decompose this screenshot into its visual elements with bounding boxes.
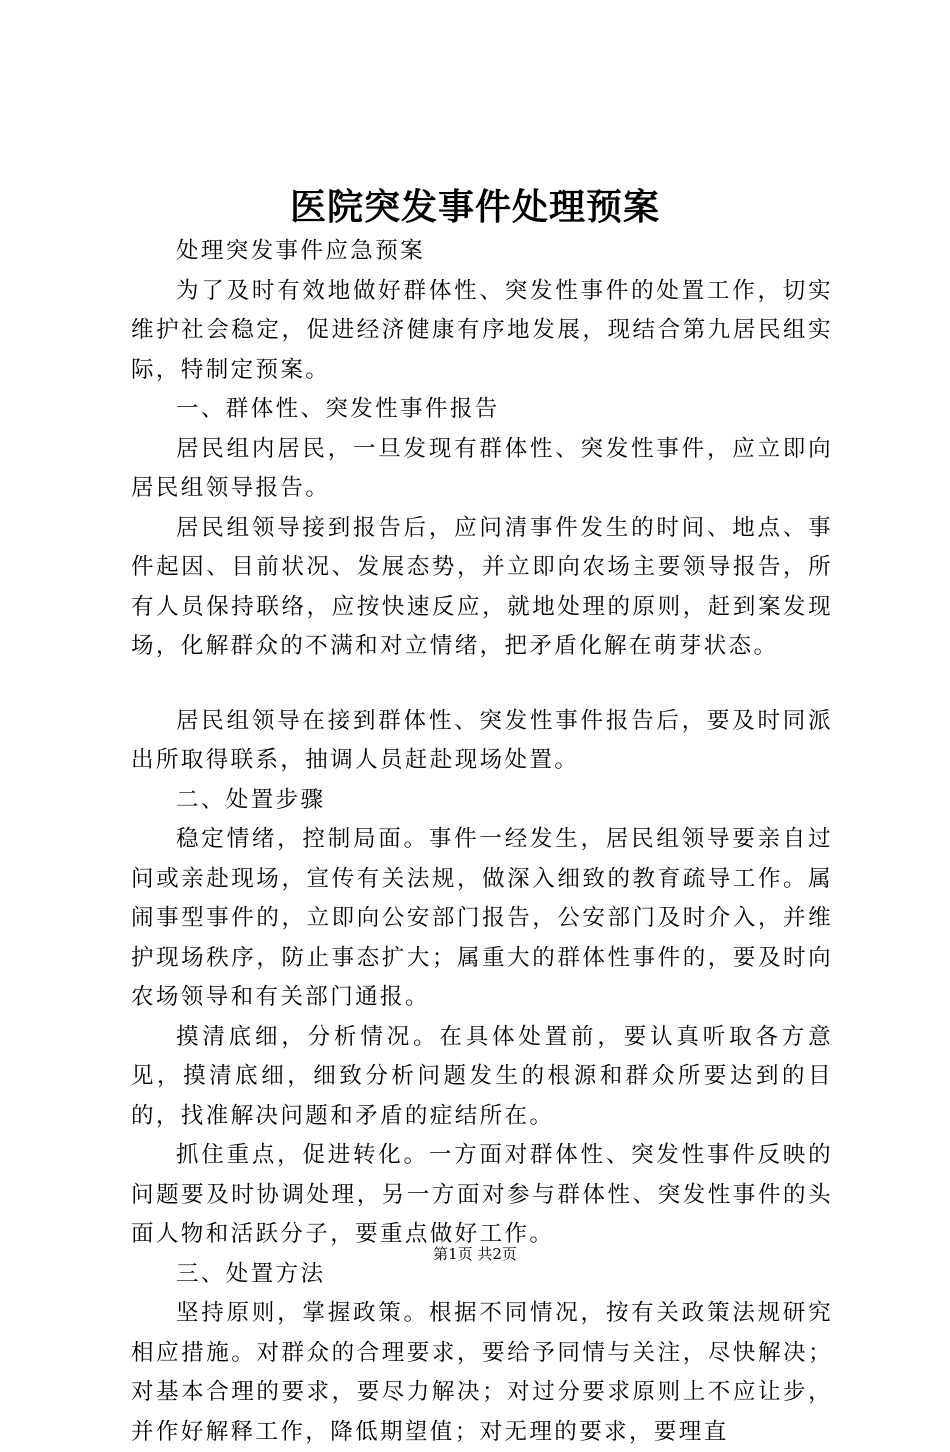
page-footer: 第1页 共2页 bbox=[433, 1245, 517, 1263]
paragraph: 稳定情绪，控制局面。事件一经发生，居民组领导要亲自过问或亲赴现场，宣传有关法规，做深入细致的教育疏导工作。属闹事型事件的，立即向公安部门报告，公安部门及时介入，并维护现场秩序，防止事态扩大；属重大的群体性事件的，要及时向农场领导和有关部门通报。 bbox=[131, 826, 833, 1010]
section-heading: 二、处置步骤 bbox=[176, 786, 326, 813]
paragraph: 居民组领导在接到群体性、突发性事件报告后，要及时同派出所取得联系，抽调人员赶赴现场处置。 bbox=[131, 707, 833, 773]
document-title: 医院突发事件处理预案 bbox=[289, 186, 660, 228]
paragraph: 坚持原则，掌握政策。根据不同情况，按有关政策法规研究相应措施。对群众的合理要求，要给予同情与关注，尽快解决；对基本合理的要求，要尽力解决；对过分要求原则上不应让步，并作好解释工作，降低期望值；对无理的要求，要理直 bbox=[131, 1300, 833, 1445]
paragraph: 处理突发事件应急预案 bbox=[176, 238, 426, 264]
paragraph: 居民组内居民，一旦发现有群体性、突发性事件，应立即向居民组领导报告。 bbox=[131, 435, 833, 501]
paragraph: 摸清底细，分析情况。在具体处置前，要认真听取各方意见，摸清底细，细致分析问题发生的根源和群众所要达到的目的，找准解决问题和矛盾的症结所在。 bbox=[131, 1023, 833, 1129]
section-heading: 三、处置方法 bbox=[176, 1260, 326, 1287]
paragraph: 抓住重点，促进转化。一方面对群体性、突发性事件反映的问题要及时协调处理，另一方面对参与群体性、突发性事件的头面人物和活跃分子，要重点做好工作。 bbox=[131, 1142, 833, 1247]
section-heading: 一、群体性、突发性事件报告 bbox=[176, 396, 500, 422]
paragraph: 居民组领导接到报告后，应问清事件发生的时间、地点、事件起因、目前状况、发展态势，并立即向农场主要领导报告，所有人员保持联络，应按快速反应，就地处理的原则，赶到案发现场，化解群众的不满和对立情绪，把矛盾化解在萌芽状态。 bbox=[131, 514, 833, 659]
paragraph: 为了及时有效地做好群体性、突发性事件的处置工作，切实维护社会稳定，促进经济健康有序地发展，现结合第九居民组实际，特制定预案。 bbox=[131, 277, 833, 383]
document-body bbox=[131, 232, 833, 1452]
paragraph-spacer bbox=[131, 667, 833, 702]
